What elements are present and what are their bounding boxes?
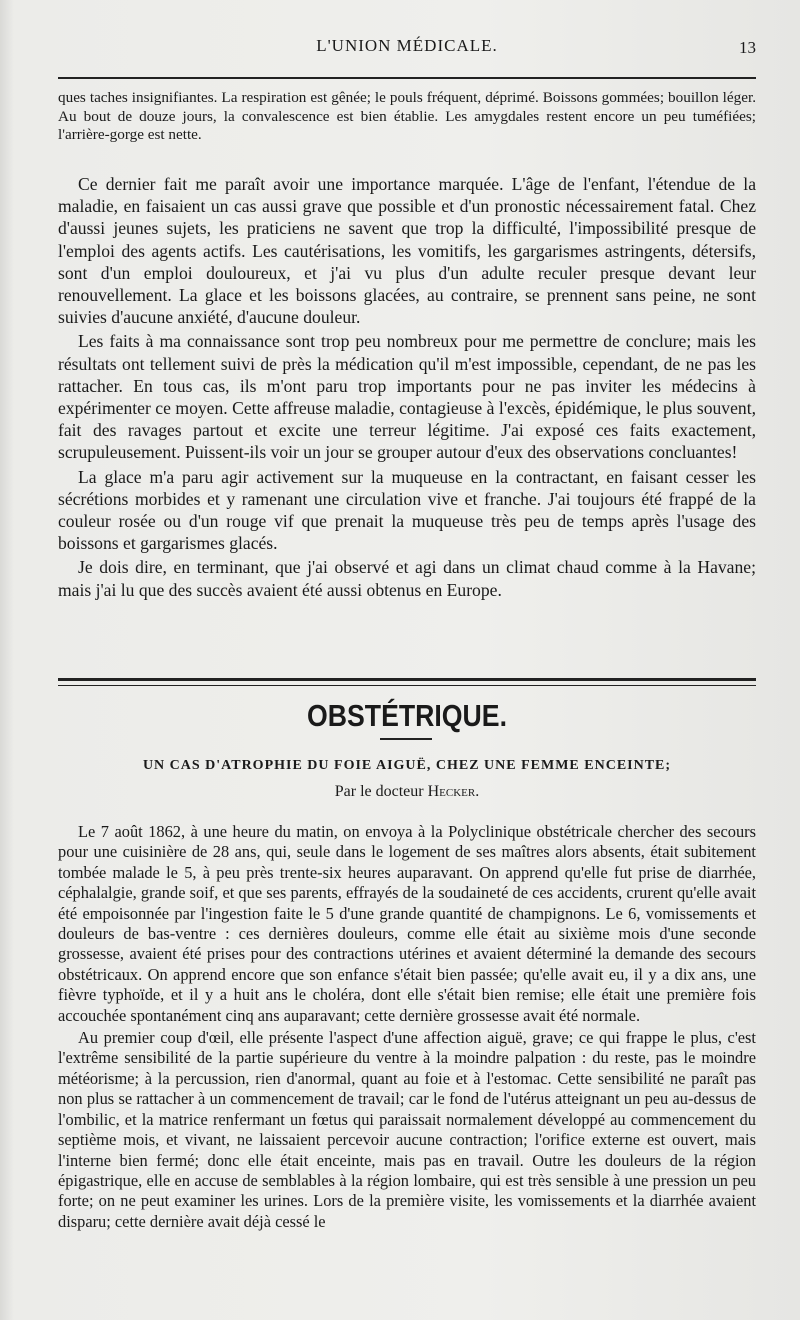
title-underline — [380, 738, 432, 740]
paragraph: Au premier coup d'œil, elle présente l'aspect d'une affection aiguë, grave; ce qui frappe le plus, c'est l'extrême sensibilité de la partie supérieure du ventre à la moindre palpation : du reste, pas le moindre météorisme; à la percussion, rien d'anormal, quant au foie et à l'estomac. Cette sensibilité ne paraît pas non plus se rattacher à un commencement de travail; car le fond de l'utérus atteignant un peu au-dessus de l'ombilic, et la matrice renfermant un fœtus qui paraissait normalement développé au commencement du septième mois, et vivant, ne laissaient percevoir aucune contraction; l'orifice externe est ouvert, mais l'interne bien fermé; donc elle était enceinte, mais pas en travail. Outre les douleurs de la région épigastrique, elle en accuse de semblables à la région lombaire, qui est très sensible à une pression un peu forte; on ne peut examiner les urines. Lors de la première visite, les vomissements et la diarrhée avaient disparu; cette dernière avait déjà cessé le — [58, 1028, 756, 1231]
page-header — [58, 36, 756, 66]
article-title: UN CAS D'ATROPHIE DU FOIE AIGUË, CHEZ UNE FEMME ENCEINTE; — [142, 758, 672, 773]
paragraph: Les faits à ma connaissance sont trop peu nombreux pour me permettre de conclure; mais les résultats ont tellement suivi de près la médication qu'il m'est impossible, cependant, de ne pas les rattacher. En tous cas, ils m'ont paru trop importants pour ne pas inviter les médecins à expérimenter ce moyen. Cette affreuse maladie, contagieuse à l'excès, épidémique, le plus souvent, fait des ravages partout et excite une terreur légitime. J'ai exposé ces faits exactement, scrupuleusement. Puissent-ils voir un jour se grouper autour d'eux des observations concluantes! — [58, 331, 756, 463]
article-body — [58, 822, 756, 1232]
continued-paragraph-block — [58, 89, 756, 145]
paragraph: Le 7 août 1862, à une heure du matin, on envoya à la Polyclinique obstétricale chercher des secours pour une cuisinière de 28 ans, qui, seule dans le logement de ses maîtres alors absents, était subitement tombée malade le 5, à peu près trente-six heures auparavant. On apprend qu'elle fut prise de diarrhée, céphalalgie, grande soif, et que ses parents, effrayés de la soudaineté de ces accidents, crurent qu'elle avait été empoisonnée par l'ingestion faite le 5 d'une grande quantité de champignons. Le 6, vomissements et douleurs de bas-ventre : ces dernières douleurs, comme elle était au sixième mois d'une seconde grossesse, avaient été prises pour des contractions utérines et avaient déterminé la demande des secours obstétricaux. On apprend encore que son enfance s'était bien passée; qu'elle avait eu, il y a dix ans, une fièvre typhoïde, et il y a huit ans le choléra, dont elle s'était bien remise; elle était une première fois accouchée spontanément cinq ans auparavant; cette dernière grossesse avait été normale. — [58, 822, 756, 1025]
byline-prefix: Par le docteur — [334, 783, 424, 800]
byline — [58, 783, 756, 801]
conclusion-section — [58, 173, 756, 601]
continued-paragraph: ques taches insignifiantes. La respiration est gênée; le pouls fréquent, déprimé. Boissons gommées; bouillon léger. Au bout de douze jours, la convalescence est bien établie. Les amygdales restent encore un peu tuméfiées; l'arrière-gorge est nette. — [58, 89, 756, 143]
byline-author: Hecker. — [427, 783, 480, 800]
running-title: L'UNION MÉDICALE. — [316, 36, 498, 55]
paragraph: La glace m'a paru agir activement sur la muqueuse en la contractant, en faisant cesser les sécrétions morbides et y ramenant une circulation vive et franche. J'ai toujours été frappé de la couleur rosée ou d'un rouge vif que prenait la muqueuse très peu de temps après l'usage des boissons et gargarismes glacés. — [58, 466, 756, 554]
paragraph: Ce dernier fait me paraît avoir une importance marquée. L'âge de l'enfant, l'étendue de la maladie, en faisaient un cas aussi grave que possible et d'un pronostic nécessairement fatal. Chez d'aussi jeunes sujets, les praticiens ne savent que trop la difficulté, l'impossibilité presque de l'emploi des agents actifs. Les cautérisations, les vomitifs, les gargarismes astringents, détersifs, sont d'un emploi douloureux, et j'ai vu plus d'un adulte reculer presque devant leur renouvellement. La glace et les boissons glacées, au contraire, se prennent sans peine, ne sont suivies d'aucune anxiété, d'aucune douleur. — [58, 174, 756, 328]
section-divider — [58, 678, 756, 686]
page-number: 13 — [739, 38, 756, 57]
paragraph: Je dois dire, en terminant, que j'ai observé et agi dans un climat chaud comme à la Havane; mais j'ai lu que des succès avaient été aussi obtenus en Europe. — [58, 557, 756, 600]
header-rule — [58, 77, 756, 79]
section-title: OBSTÉTRIQUE. — [307, 698, 507, 733]
